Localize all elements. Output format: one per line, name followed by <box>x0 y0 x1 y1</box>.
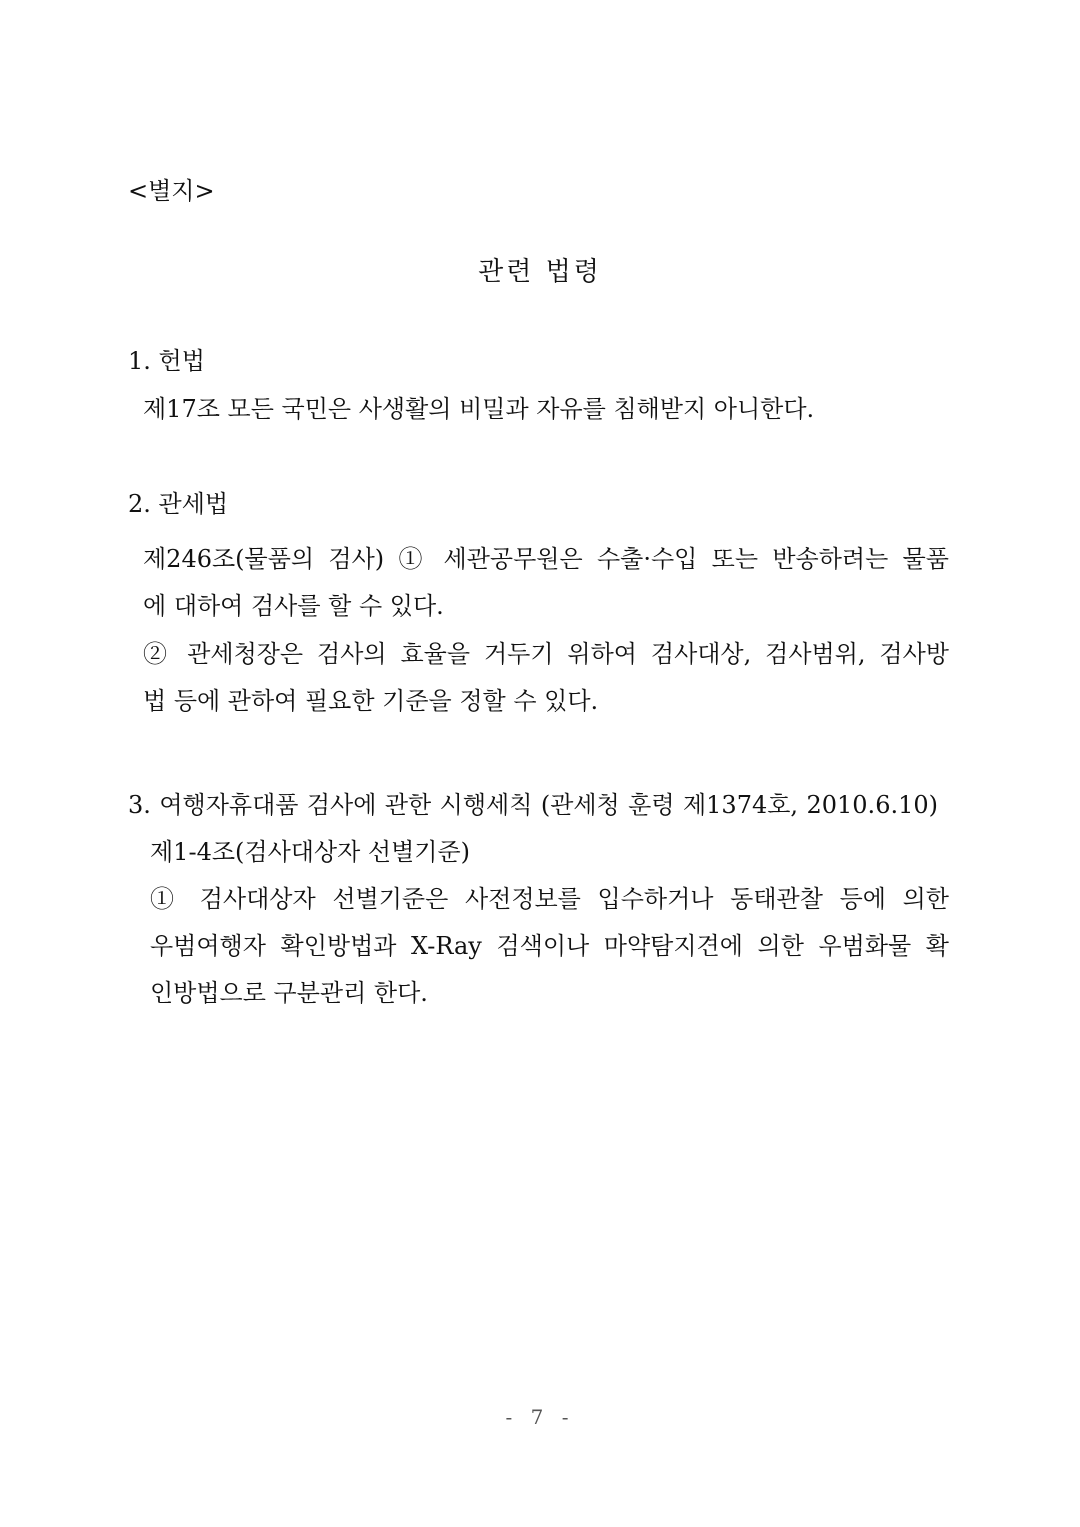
page-title: 관련 법령 <box>478 257 602 287</box>
section-line: 인방법으로 구분관리 한다. <box>150 979 428 1007</box>
section-heading: 3. 여행자휴대품 검사에 관한 시행세칙 (관세청 훈령 제1374호, 2010.6.10) <box>128 791 938 819</box>
section-line: 법 등에 관하여 필요한 기준을 정할 수 있다. <box>143 687 599 715</box>
section-line: 제1-4조(검사대상자 선별기준) <box>150 838 471 866</box>
attachment-label: <별지> <box>128 177 215 205</box>
section-heading: 1. 헌법 <box>128 347 205 375</box>
section-line: 우범여행자 확인방법과 X-Ray 검색이나 마약탐지견에 의한 우범화물 확 <box>150 932 949 960</box>
page-number: - 7 - <box>505 1405 575 1429</box>
section-line: 제246조(물품의 검사) ① 세관공무원은 수출·수입 또는 반송하려는 물품 <box>143 545 949 573</box>
section-line: ② 관세청장은 검사의 효율을 거두기 위하여 검사대상, 검사범위, 검사방 <box>143 640 949 668</box>
section-heading: 2. 관세법 <box>128 490 229 518</box>
section-line: ① 검사대상자 선별기준은 사전정보를 입수하거나 동태관찰 등에 의한 <box>150 885 949 913</box>
section-line: 제17조 모든 국민은 사생활의 비밀과 자유를 침해받지 아니한다. <box>143 395 815 423</box>
section-line: 에 대하여 검사를 할 수 있다. <box>143 592 444 620</box>
